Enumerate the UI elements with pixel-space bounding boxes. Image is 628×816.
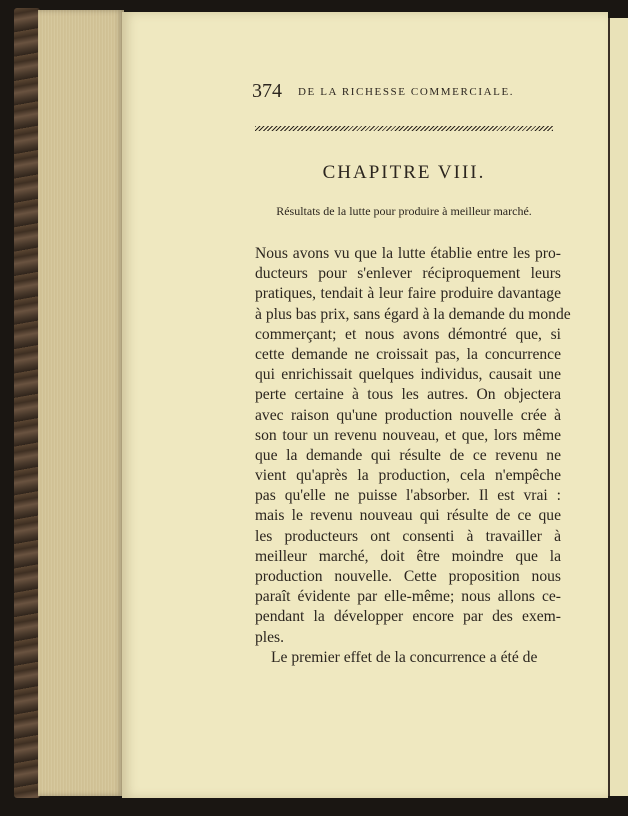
text-line: pas qu'elle ne puisse l'absorber. Il est vrai : xyxy=(255,487,561,505)
decorative-rule xyxy=(255,126,553,131)
text-line: qui enrichissait quelques individus, causait une xyxy=(255,366,561,384)
text-line: cette demande ne croissait pas, la concurrence xyxy=(255,345,561,363)
book-cover-edge xyxy=(14,8,40,798)
text-line: vient qu'après la production, cela n'empêche xyxy=(255,467,561,485)
text-line: son tour un revenu nouveau, et que, lors même xyxy=(255,426,561,444)
text-line: production nouvelle. Cette proposition nous xyxy=(255,568,561,585)
running-title: DE LA RICHESSE COMMERCIALE. xyxy=(298,86,515,98)
text-line: ples. xyxy=(255,628,285,646)
text-line: Le premier effet de la concurrence a été de xyxy=(271,648,538,666)
text-line: les producteurs ont consenti à travailler à xyxy=(255,527,561,545)
text-line: pendant la développer encore par des exem- xyxy=(255,608,561,626)
page-number: 374 xyxy=(252,80,282,102)
text-line: mais le revenu nouveau qui résulte de ce que xyxy=(255,507,561,525)
text-line: à plus bas prix, sans égard à la demande du monde xyxy=(255,305,571,323)
text-line: Nous avons vu que la lutte établie entre les pro- xyxy=(255,245,561,262)
running-head xyxy=(252,80,514,104)
body-text xyxy=(255,244,571,668)
text-line: meilleur marché, doit être moindre que la xyxy=(255,547,561,565)
text-line: commerçant; et nous avons démontré que, si xyxy=(255,325,561,343)
text-line: ducteurs pour s'enlever réciproquement leurs xyxy=(255,265,561,283)
text-line: que la demande qui résulte de ce revenu ne xyxy=(255,446,561,464)
text-line: paraît évidente par elle-même; nous allons ce- xyxy=(255,588,561,606)
chapter-title: CHAPITRE VIII. xyxy=(322,162,486,183)
text-line: avec raison qu'une production nouvelle crée à xyxy=(255,406,561,424)
facing-page-edge xyxy=(608,18,628,796)
page-edges xyxy=(38,10,124,796)
text-line: perte certaine à tous les autres. On objectera xyxy=(255,386,561,404)
chapter-subtitle: Résultats de la lutte pour produire à meilleur marché. xyxy=(276,204,532,218)
text-line: pratiques, tendait à leur faire produire davantage xyxy=(255,285,561,303)
